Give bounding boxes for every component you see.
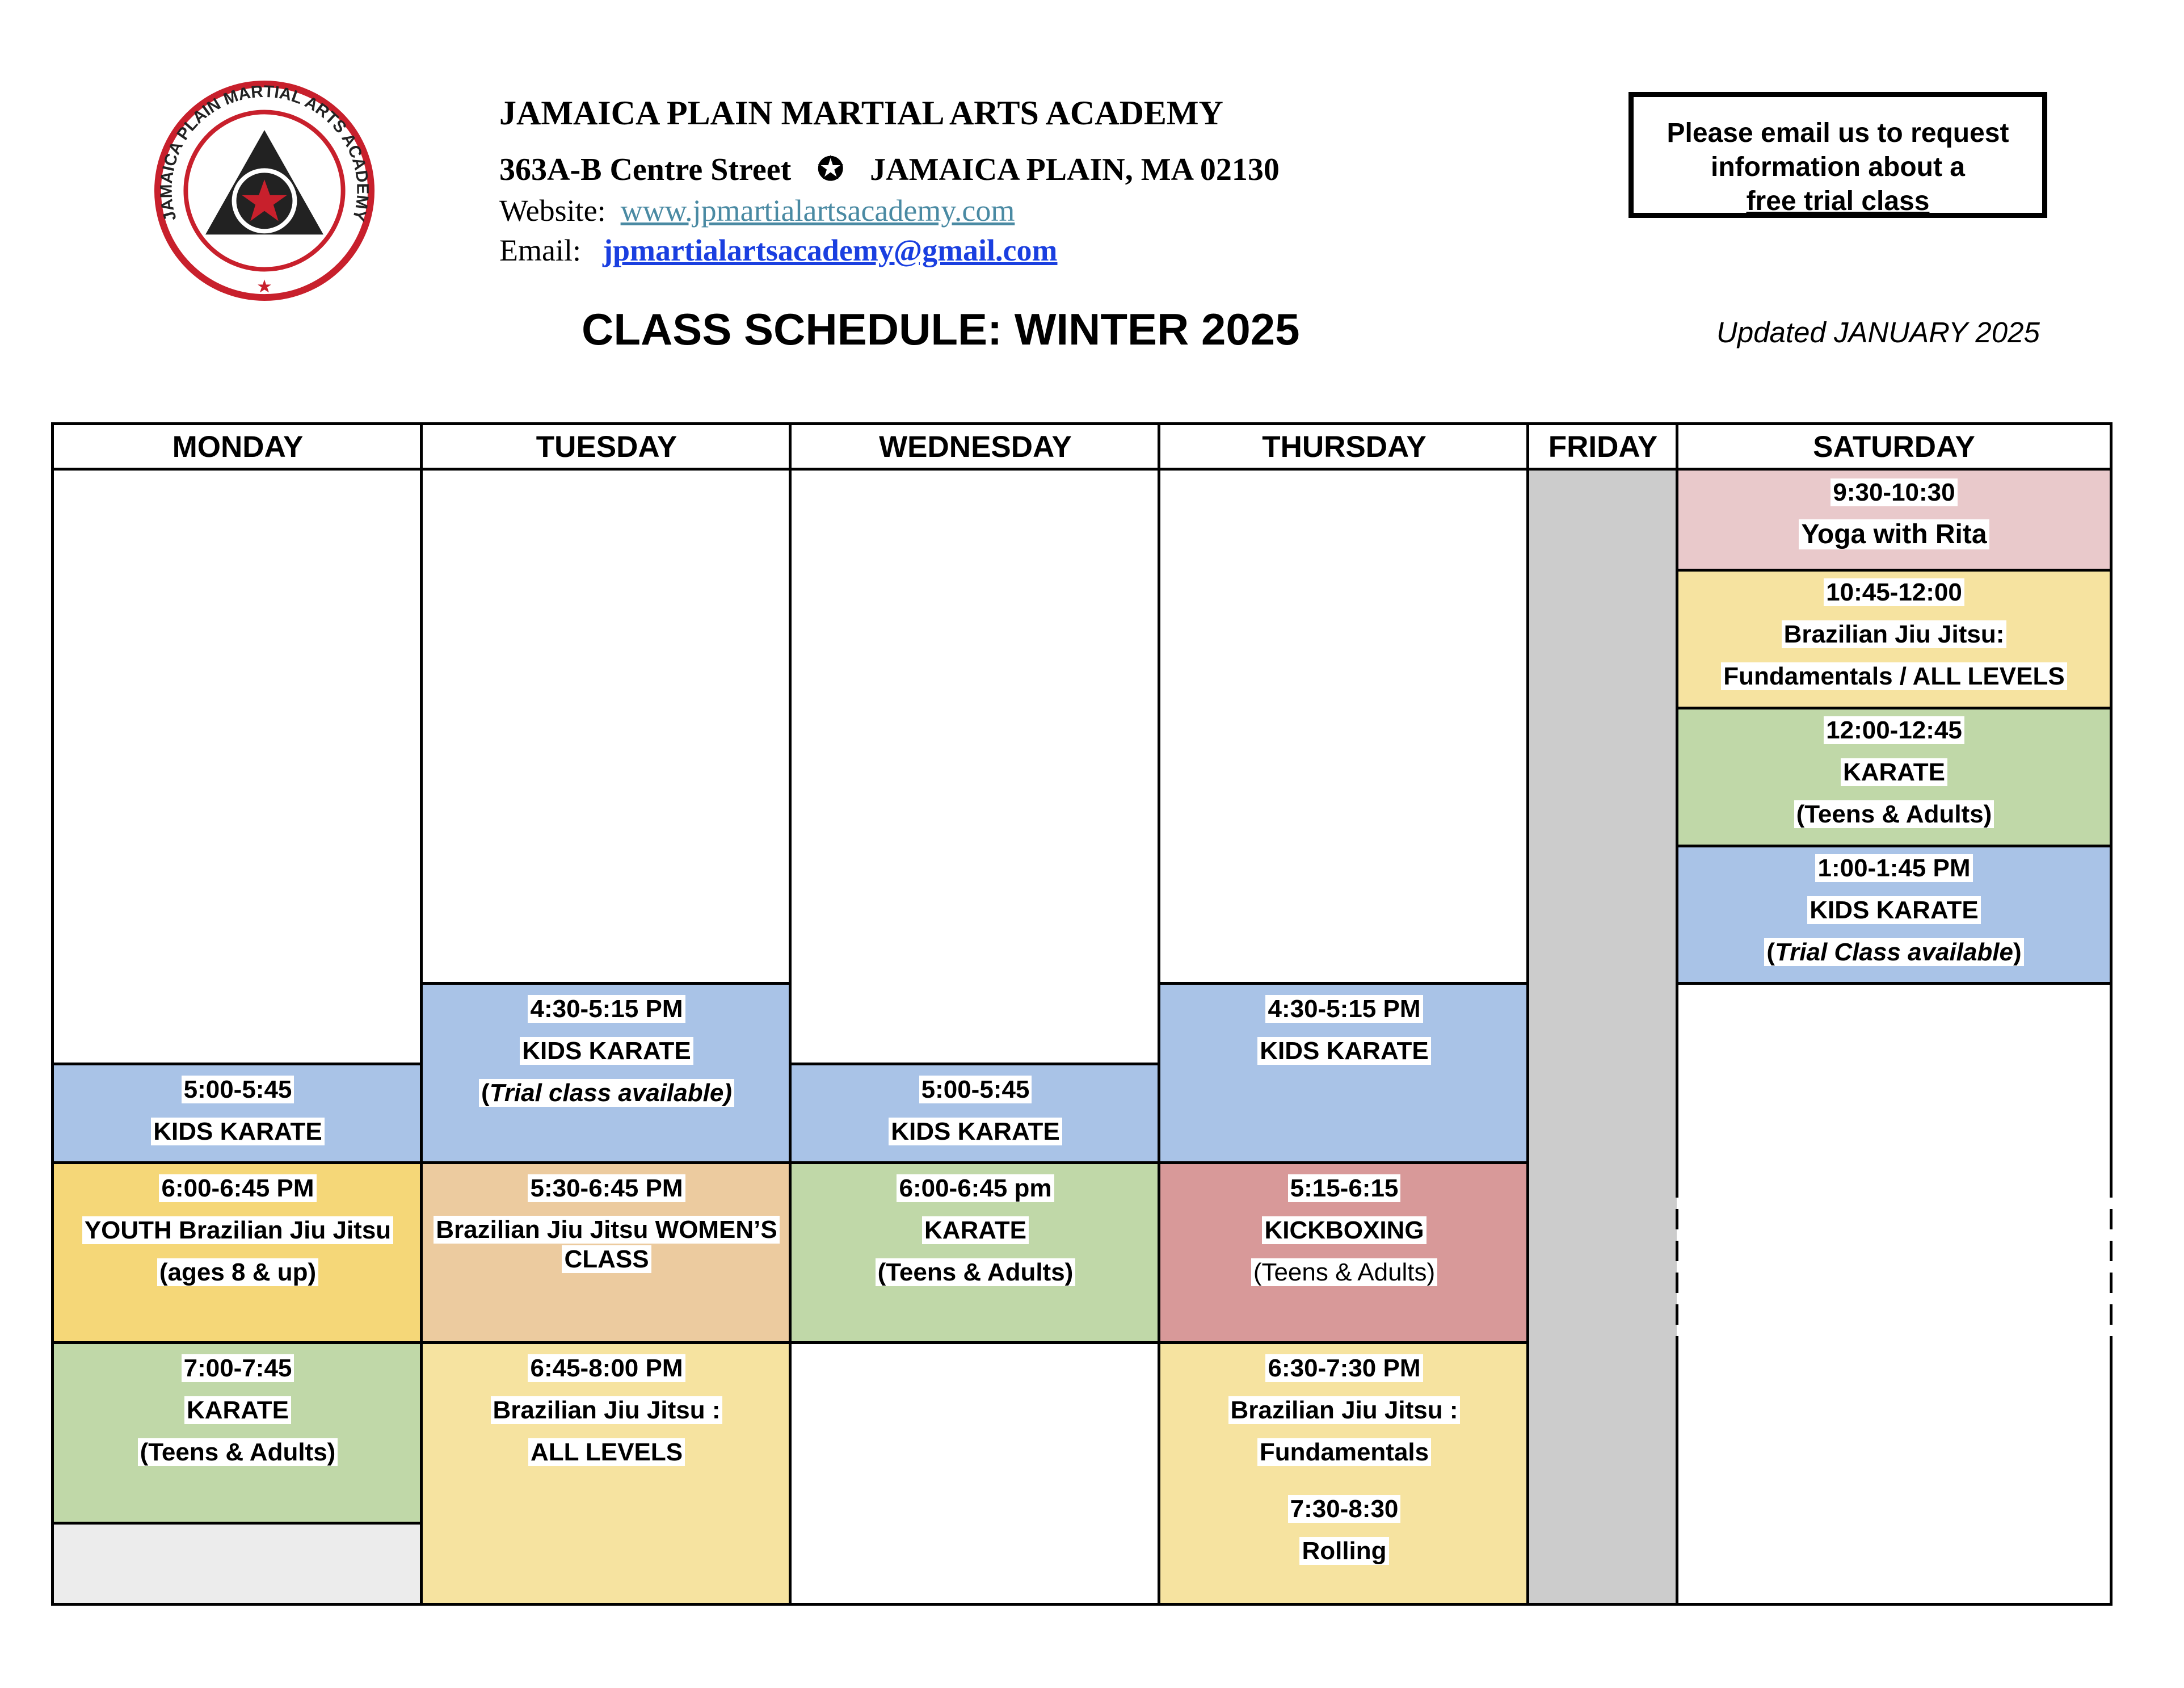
class-name: KARATE [922,1216,1029,1244]
class-name: KICKBOXING [1262,1216,1426,1244]
grid-left-border [51,422,54,1606]
grid-bottom-border [51,1603,2113,1606]
class-time: 6:00-6:45 PM [159,1174,316,1202]
grid-right-dash [2110,1209,2113,1229]
email-row [499,233,1058,268]
class-time: 5:15-6:15 [1288,1174,1401,1202]
saturday-yoga [1678,471,2110,570]
class-note: (Teens & Adults) [1251,1258,1437,1286]
class-name: KIDS KARATE [151,1118,324,1145]
monday-empty [54,1523,422,1605]
wednesday-kids-karate [792,1064,1159,1163]
class-name-line2: CLASS [562,1245,651,1273]
svg-text:JAMAICA PLAIN MARTIAL ARTS ACA: JAMAICA PLAIN MARTIAL ARTS ACADEMY [157,82,372,224]
class-time: 1:00-1:45 PM [1815,854,1972,882]
grid-row-line [1676,982,2113,985]
saturday-karate [1678,708,2110,846]
class-time: 5:00-5:45 [182,1076,294,1103]
class-time: 9:30-10:30 [1830,478,1957,506]
website-link[interactable]: www.jpmartialartsacademy.com [620,194,1015,228]
day-header-wednesday: WEDNESDAY [879,430,1072,464]
address-separator-icon: ✪ [817,152,844,187]
class-time: 7:00-7:45 [182,1354,294,1382]
class-note: (Teens & Adults) [1794,800,1994,828]
grid-right-border [2110,422,2113,1177]
email-label: Email: [499,233,581,267]
grid-col-dash [1676,1177,1678,1198]
note-open: ( [1766,938,1775,966]
free-trial-link[interactable]: free trial class [1746,186,1930,216]
class-time: 5:30-6:45 PM [528,1174,685,1202]
class-name: Brazilian Jiu Jitsu : [491,1396,723,1424]
class-name: KIDS KARATE [1807,896,1980,924]
day-header-thursday: THURSDAY [1262,430,1426,464]
class-note [479,1079,734,1107]
free-trial-notice [1628,92,2047,218]
grid-col-divider [789,422,792,1606]
grid-row-line [1676,569,2113,572]
monday-youth-bjj [54,1163,422,1343]
class-name: Brazilian Jiu Jitsu : [1228,1396,1461,1424]
class-note [1764,938,2023,966]
address-street: 363A-B Centre Street [499,152,792,187]
class-name: Brazilian Jiu Jitsu: [1782,620,2007,648]
class-time: 4:30-5:15 PM [528,995,685,1023]
class-name: KIDS KARATE [520,1037,693,1065]
grid-top-border [51,422,2113,425]
grid-col-dash [1676,1209,1678,1229]
grid-row-line [51,1063,423,1065]
class-time-2: 7:30-8:30 [1288,1495,1401,1523]
note-close: ) [2013,938,2022,966]
class-note: Fundamentals / ALL LEVELS [1721,662,2067,690]
grid-col-divider [420,422,423,1606]
class-time: 10:45-12:00 [1824,578,1964,606]
class-name: KIDS KARATE [889,1118,1062,1145]
wednesday-karate [792,1163,1159,1343]
class-note: (Teens & Adults) [138,1438,338,1466]
grid-row-line [420,982,792,985]
website-label: Website: [499,194,606,228]
thursday-bjj-fundamentals [1160,1343,1528,1605]
grid-col-divider [1158,422,1160,1606]
tuesday-womens-bjj [423,1163,790,1343]
saturday-kids-karate [1678,846,2110,984]
grid-row-line [789,1063,1160,1065]
class-time: 5:00-5:45 [919,1076,1032,1103]
note-open: ( [481,1079,490,1107]
academy-address [499,151,1280,188]
class-name: YOUTH Brazilian Jiu Jitsu [82,1216,393,1244]
address-city: JAMAICA PLAIN, MA 02130 [870,152,1280,187]
grid-header-border [51,468,2113,471]
class-name: KIDS KARATE [1257,1037,1430,1065]
saturday-bjj [1678,570,2110,708]
class-time: 6:45-8:00 PM [528,1354,685,1382]
class-name-2: Rolling [1299,1537,1388,1565]
grid-row-line [51,1161,1529,1164]
class-note: (ages 8 & up) [157,1258,318,1286]
trial-line-2: information about a [1711,152,1965,182]
grid-col-dash [1676,1304,1678,1325]
day-header-friday: FRIDAY [1548,430,1658,464]
grid-col-divider-lower [1676,1336,1678,1606]
monday-karate [54,1343,422,1523]
class-name: Yoga with Rita [1799,519,1989,549]
monday-kids-karate [54,1064,422,1163]
academy-logo [152,78,377,303]
website-row [499,193,1015,228]
grid-right-border-lower [2110,1336,2113,1606]
class-note: Fundamentals [1257,1438,1431,1466]
grid-row-line [51,1341,1529,1344]
note-italic: Trial Class available [1775,938,2013,966]
class-name: KARATE [1841,758,1947,786]
grid-col-divider [1526,422,1529,1606]
schedule-title: CLASS SCHEDULE: WINTER 2025 [582,304,1300,354]
tuesday-kids-karate [423,984,790,1163]
class-name: KARATE [184,1396,291,1424]
class-time: 12:00-12:45 [1824,716,1964,744]
email-link[interactable]: jpmartialartsacademy@gmail.com [602,233,1058,267]
grid-col-divider [1676,422,1678,1177]
thursday-kids-karate [1160,984,1528,1163]
thursday-kickboxing [1160,1163,1528,1343]
class-name: Brazilian Jiu Jitsu WOMEN’S [434,1216,779,1244]
class-time: 6:00-6:45 pm [897,1174,1054,1202]
grid-row-line [1158,982,1529,985]
updated-date: Updated JANUARY 2025 [1716,316,2040,348]
grid-row-line [1676,707,2113,709]
day-header-monday: MONDAY [172,430,304,464]
grid-col-dash [1676,1273,1678,1293]
trial-line-1: Please email us to request [1667,118,2009,148]
note-italic: Trial class available) [489,1079,732,1107]
friday-closed [1529,471,1677,1605]
class-time: 4:30-5:15 PM [1265,995,1423,1023]
grid-right-dash [2110,1273,2113,1293]
day-header-tuesday: TUESDAY [536,430,677,464]
grid-right-dash [2110,1304,2113,1325]
day-header-saturday: SATURDAY [1813,430,1975,464]
grid-row-line [1676,845,2113,847]
grid-right-dash [2110,1241,2113,1261]
class-time: 6:30-7:30 PM [1265,1354,1423,1382]
grid-row-line [51,1522,423,1525]
class-note: (Teens & Adults) [876,1258,1076,1286]
academy-name: JAMAICA PLAIN MARTIAL ARTS ACADEMY [499,94,1223,132]
grid-col-dash [1676,1241,1678,1261]
grid-right-dash [2110,1177,2113,1198]
tuesday-bjj-all-levels [423,1343,790,1605]
class-note: ALL LEVELS [528,1438,685,1466]
